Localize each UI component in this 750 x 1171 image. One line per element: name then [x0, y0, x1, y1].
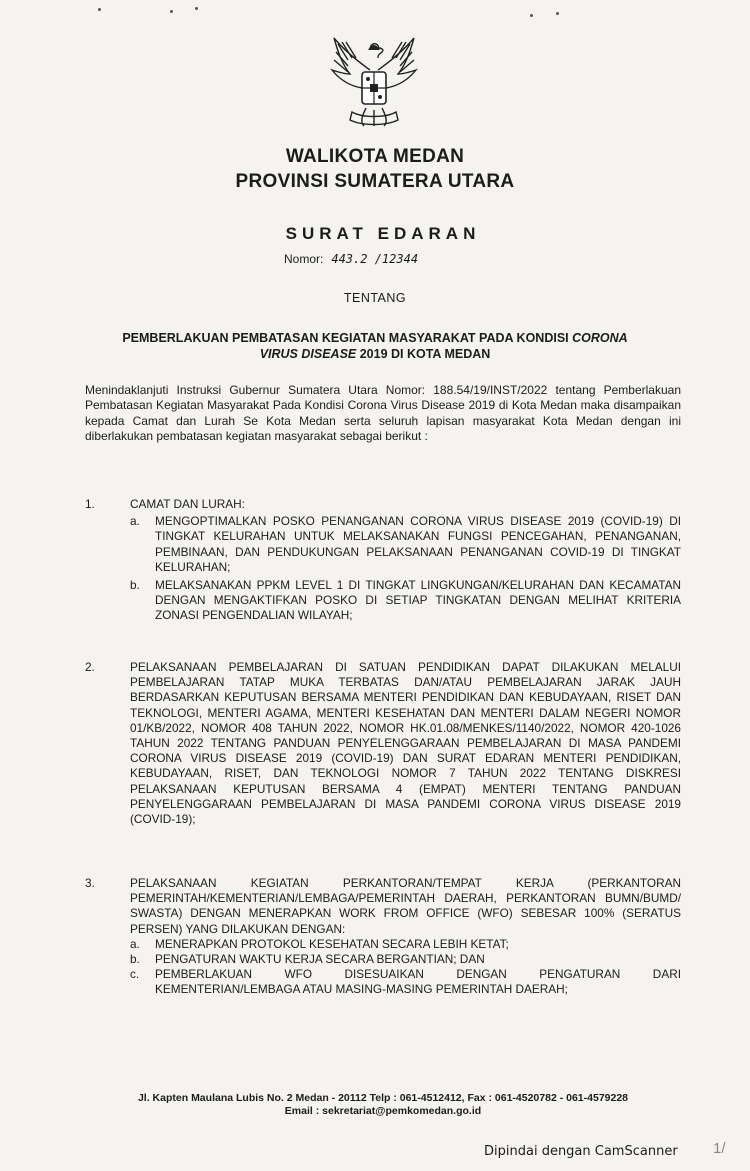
- garuda-emblem-icon: [326, 30, 422, 130]
- sub-letter: a.: [130, 514, 140, 529]
- subject-part1: PEMBERLAKUAN PEMBATASAN KEGIATAN MASYARAKAT PADA KONDISI: [122, 331, 573, 345]
- sub-item-text: PENGATURAN WAKTU KERJA SECARA BERGANTIAN; DAN: [155, 952, 485, 967]
- sub-item-text: MELAKSANAKAN PPKM LEVEL 1 DI TINGKAT LINGKUNGAN/KELURAHAN DAN KECAMATAN DENGAN MENGAKTIFKAN POSKO DI SETIAP TINGKATAN DENGAN MELIHAT KRITERIA ZONASI PENGENDALIAN WILAYAH;: [155, 578, 681, 623]
- number-label: Nomor:: [284, 252, 324, 266]
- list-item-1: [85, 497, 681, 624]
- subject-part2: 2019 DI KOTA MEDAN: [356, 347, 491, 361]
- scanner-watermark: Dipindai dengan CamScanner: [484, 1144, 678, 1159]
- footer-email: Email : sekretariat@pemkomedan.go.id: [284, 1105, 482, 1117]
- item-number: 1.: [85, 497, 95, 511]
- item-text: CAMAT DAN LURAH:: [130, 497, 245, 511]
- sub-item-text: MENGOPTIMALKAN POSKO PENANGANAN CORONA VIRUS DISEASE 2019 (COVID-19) DI TINGKAT KELURAHAN UNTUK MELAKSANAKAN FUNGSI PENCEGAHAN, PENANGANAN, PEMBINAAN, DAN PENDUKUNGAN PELAKSANAAN PENANGANAN COVID-19 DI TINGKAT KELURAHAN;: [155, 514, 681, 574]
- document-title: SURAT EDARAN: [285, 224, 481, 243]
- sub-letter: b.: [130, 578, 140, 593]
- scan-speck: [530, 14, 533, 17]
- sub-item-text: PEMBERLAKUAN WFO DISESUAIKAN DENGAN PENGATURAN DARI KEMENTERIAN/LEMBAGA ATAU MASING-MASING PEMERINTAH DAERAH;: [155, 967, 681, 997]
- item-number: 3.: [85, 876, 95, 890]
- item-number: 2.: [85, 660, 95, 674]
- item-text: PELAKSANAAN PEMBELAJARAN DI SATUAN PENDIDIKAN DAPAT DILAKUKAN MELALUI PEMBELAJARAN TATAP MUKA TERBATAS DAN/ATAU PEMBELAJARAN JARAK JAUH BERDASARKAN KEPUTUSAN BERSAMA MENTERI PENDIDIKAN DAN KEBUDAYAAN, RISET DAN TEKNOLOGI, MENTERI AGAMA, MENTERI KESEHATAN DAN MENTERI DALAM NEGERI NOMOR 01/KB/2022, NOMOR 408 TAHUN 2022, NOMOR HK.01.08/MENKES/1140/2022, NOMOR 420-1026 TAHUN 2022 TENTANG PANDUAN PENYELENGGARAAN PEMBELAJARAN DI MASA PANDEMI CORONA VIRUS DISEASE 2019 (COVID-19) DAN SURAT EDARAN MENTERI PENDIDIKAN, KEBUDAYAAN, RISET, DAN TEKNOLOGI NOMOR 7 TAHUN 2022 TENTANG DISKRESI PELAKSANAAN KEPUTUSAN BERSAMA 4 (EMPAT) MENTERI TENTANG PANDUAN PENYELENGGARAAN PEMBELAJARAN DI MASA PANDEMI CORONA VIRUS DISEASE 2019 (COVID-19);: [130, 660, 681, 827]
- intro-paragraph: Menindaklanjuti Instruksi Gubernur Sumatera Utara Nomor: 188.54/19/INST/2022 tentang Pemberlakuan Pembatasan Kegiatan Masyarakat Pada Kondisi Corona Virus Disease 2019 di Kota Medan maka disampaikan kepada Camat dan Lurah Se Kota Medan serta seluruh lapisan masyarakat Kota Medan dengan ini diberlakukan pembatasan kegiatan masyarakat sebagai berikut :: [85, 383, 681, 444]
- document-number: [284, 252, 418, 266]
- sub-letter: b.: [130, 952, 140, 967]
- list-item-2: [85, 660, 681, 827]
- letterhead-line2: PROVINSI SUMATERA UTARA: [235, 171, 515, 192]
- subject-italic2: VIRUS DISEASE: [259, 347, 357, 361]
- subject-italic1: CORONA: [572, 331, 628, 345]
- document-subject: [0, 330, 750, 362]
- scan-speck: [98, 8, 101, 11]
- scan-speck: [556, 12, 559, 15]
- page-number: 1/: [713, 1140, 726, 1157]
- list-item-3: [85, 876, 681, 998]
- scan-speck: [170, 10, 173, 13]
- item-text: PELAKSANAAN KEGIATAN PERKANTORAN/TEMPAT KERJA (PERKANTORAN PEMERINTAH/KEMENTERIAN/LEMBAGA/PEMERINTAH DAERAH, PERKANTORAN BUMN/BUMD/ SWASTA) DENGAN MENERAPKAN WORK FROM OFFICE (WFO) SEBESAR 100% (SERATUS PERSEN) YANG DILAKUKAN DENGAN:: [130, 876, 681, 936]
- number-value: 443.2 /12344: [331, 252, 419, 266]
- sub-item-text: MENERAPKAN PROTOKOL KESEHATAN SECARA LEBIH KETAT;: [155, 936, 509, 951]
- footer-address: Jl. Kapten Maulana Lubis No. 2 Medan - 20112 Telp : 061-4512412, Fax : 061-4520782 - 061-4579228: [137, 1092, 629, 1104]
- sub-letter: c.: [130, 967, 140, 982]
- scan-speck: [195, 7, 198, 10]
- about-label: TENTANG: [343, 291, 407, 305]
- sub-letter: a.: [130, 936, 140, 951]
- letterhead-line1: WALIKOTA MEDAN: [285, 146, 465, 167]
